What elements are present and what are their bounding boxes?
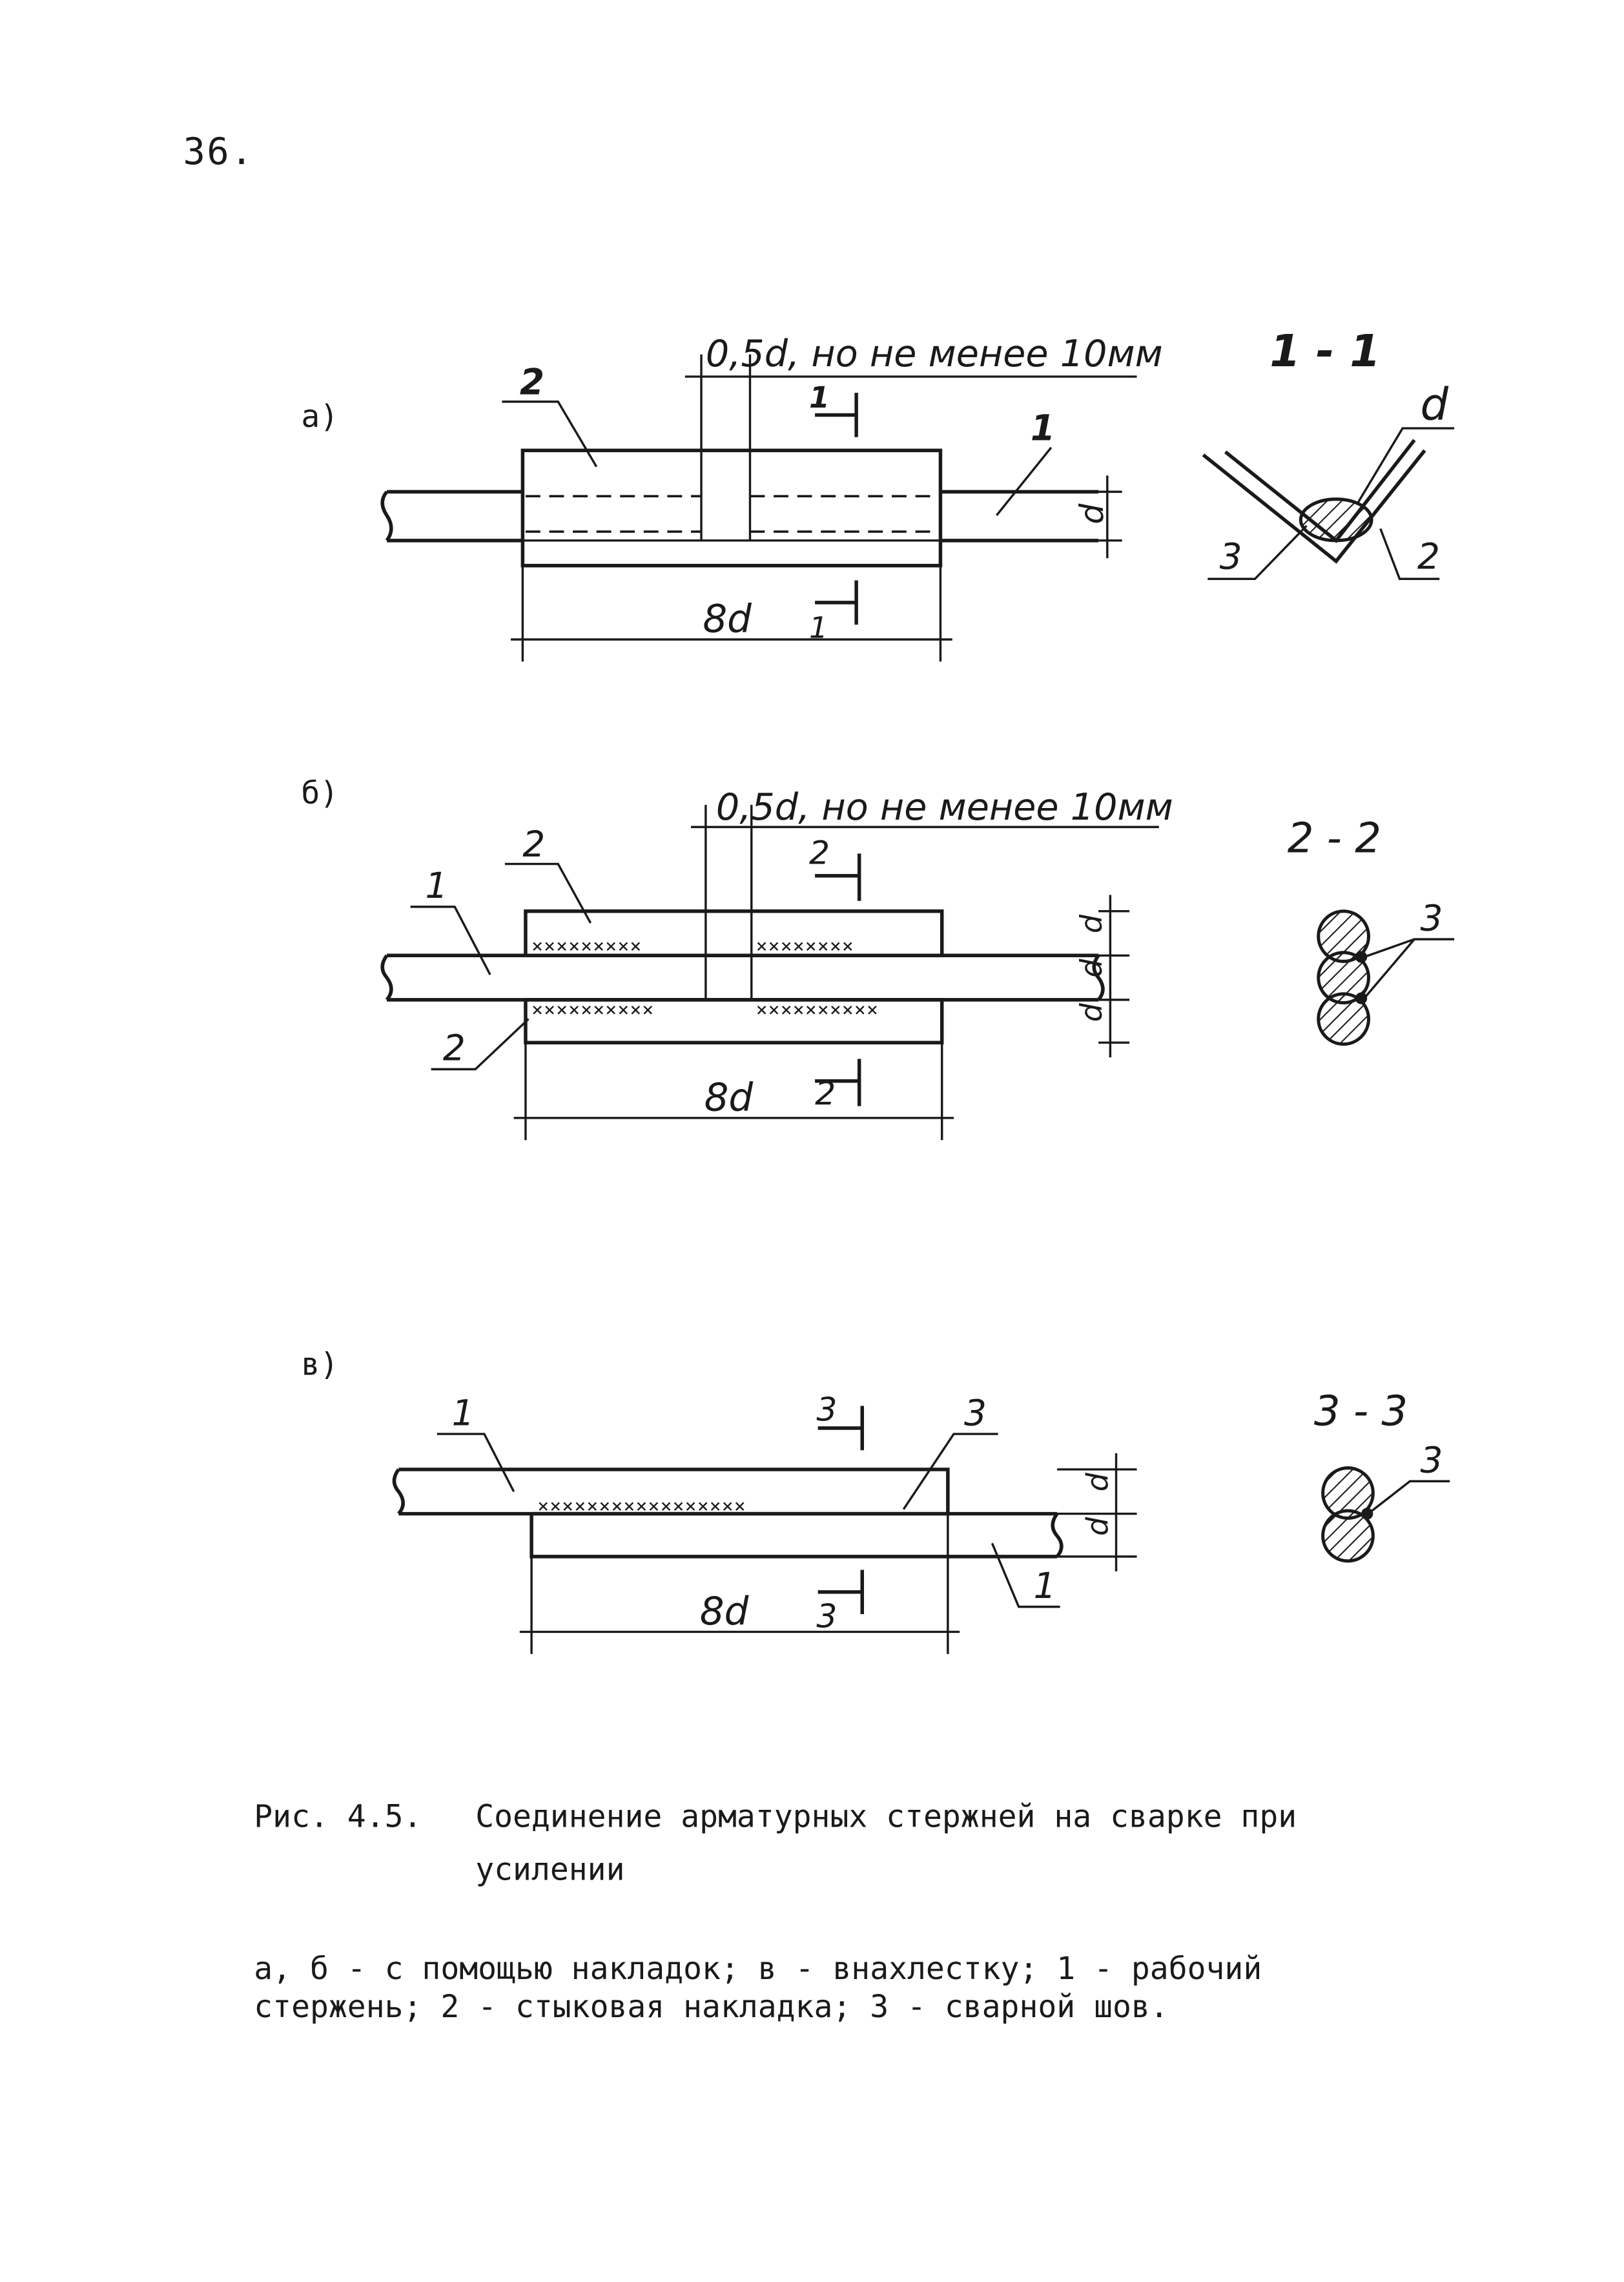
dim-label-d2-v: d [1080, 1517, 1115, 1536]
part-label-bar-a: 1 [1030, 407, 1056, 449]
figure-number: Рис. 4.5. [254, 1798, 422, 1834]
figure-legend [254, 1949, 1435, 2026]
weld-bottom-right-b: ×××××××××× [755, 999, 879, 1022]
section-title-3-3: 3 - 3 [1313, 1387, 1408, 1436]
bar-b [382, 955, 1103, 1000]
leader-bar-a [996, 448, 1051, 515]
figure-caption [254, 1790, 1376, 1896]
part-label-weld-v: 3 [964, 1392, 987, 1434]
legend-line2: стержень; 2 - стыковая накладка; 3 - сварной шов. [254, 1989, 1169, 2025]
section-title-1-1: 1 - 1 [1269, 326, 1381, 378]
dim-label-d-a: d [1072, 503, 1111, 524]
section-mark-v-top: 3 [816, 1390, 838, 1429]
leader-bar-top-v [437, 1434, 514, 1491]
hidden-bar-a [526, 496, 938, 532]
dim-label-d3-b: d [1074, 1003, 1109, 1022]
legend-line1: а, б - с помощью накладок; в - внахлестку; 1 - рабочий [254, 1951, 1262, 1987]
leader-weld-v [903, 1434, 998, 1509]
section-mark-a-bottom: 1 [808, 610, 828, 645]
section-1-1 [1203, 326, 1454, 579]
weld-dot-3-3 [1361, 1508, 1373, 1519]
variant-label-a: а) [301, 399, 339, 435]
gap-lines-a [701, 450, 750, 540]
section-label-dia: d [1420, 379, 1449, 431]
gap-note-b: 0,5d, но не менее 10мм [715, 785, 1173, 829]
part-label-plate-top-b: 2 [522, 824, 546, 866]
section-mark-v-bottom: 3 [816, 1597, 838, 1635]
caption-title-line1: Соединение арматурных стержней на сварке при [475, 1798, 1297, 1834]
leader-weld-2-2 [1364, 939, 1454, 998]
variant-v-drawing [394, 1391, 1136, 1654]
part-label-bar-bottom-v: 1 [1033, 1564, 1056, 1606]
variant-label-b: б) [301, 775, 339, 811]
bar-bottom-v [531, 1514, 1062, 1557]
leader-weld-3-3 [1370, 1481, 1450, 1512]
weld-bottom-left-b: ×××××××××× [531, 999, 655, 1022]
leader-bar-b [411, 907, 490, 975]
variant-a-drawing [382, 333, 1163, 661]
weld-top-right-b: ×××××××× [755, 935, 854, 958]
section-mark-a-top: 1 [808, 380, 830, 415]
length-label-a: 8d [703, 597, 752, 642]
dim-label-d1-b: d [1074, 914, 1109, 934]
leader-plate-a [502, 402, 596, 467]
section-label-weld-3-3: 3 [1420, 1439, 1443, 1481]
variant-label-v: в) [301, 1347, 339, 1383]
section-mark-b-top: 2 [808, 833, 830, 872]
weld-top-left-b: ××××××××× [531, 935, 642, 958]
part-label-plate-a: 2 [519, 361, 544, 403]
length-label-b: 8d [704, 1075, 754, 1121]
section-label-weld-1-1: 3 [1219, 535, 1242, 577]
bar-section-1-1 [1300, 499, 1372, 541]
section-label-plate-1-1: 2 [1417, 535, 1440, 577]
dim-d-v [1057, 1453, 1136, 1571]
part-label-plate-bottom-b: 2 [442, 1027, 466, 1069]
bar-left-a [382, 492, 522, 540]
section-2-2 [1288, 814, 1454, 1044]
section-title-2-2: 2 - 2 [1287, 814, 1381, 863]
section-mark-b-bottom: 2 [815, 1074, 836, 1113]
part-label-bar-top-v: 1 [451, 1392, 475, 1434]
section-3-3 [1314, 1387, 1450, 1561]
section-label-weld-2-2: 3 [1420, 897, 1443, 939]
length-label-v: 8d [699, 1590, 749, 1635]
variant-b-drawing [382, 786, 1173, 1140]
caption-title-line2: усилении [475, 1852, 625, 1888]
page-number: 36. [183, 130, 254, 173]
gap-note-a: 0,5d, но не менее 10мм [705, 333, 1163, 376]
dim-label-d2-b: d [1074, 959, 1109, 978]
plate-a [522, 450, 940, 565]
leader-plate-top-b [505, 864, 591, 923]
part-label-bar-b: 1 [425, 865, 448, 907]
weld-v: ××××××××××××××××× [537, 1495, 746, 1518]
dim-label-d1-v: d [1080, 1473, 1115, 1492]
